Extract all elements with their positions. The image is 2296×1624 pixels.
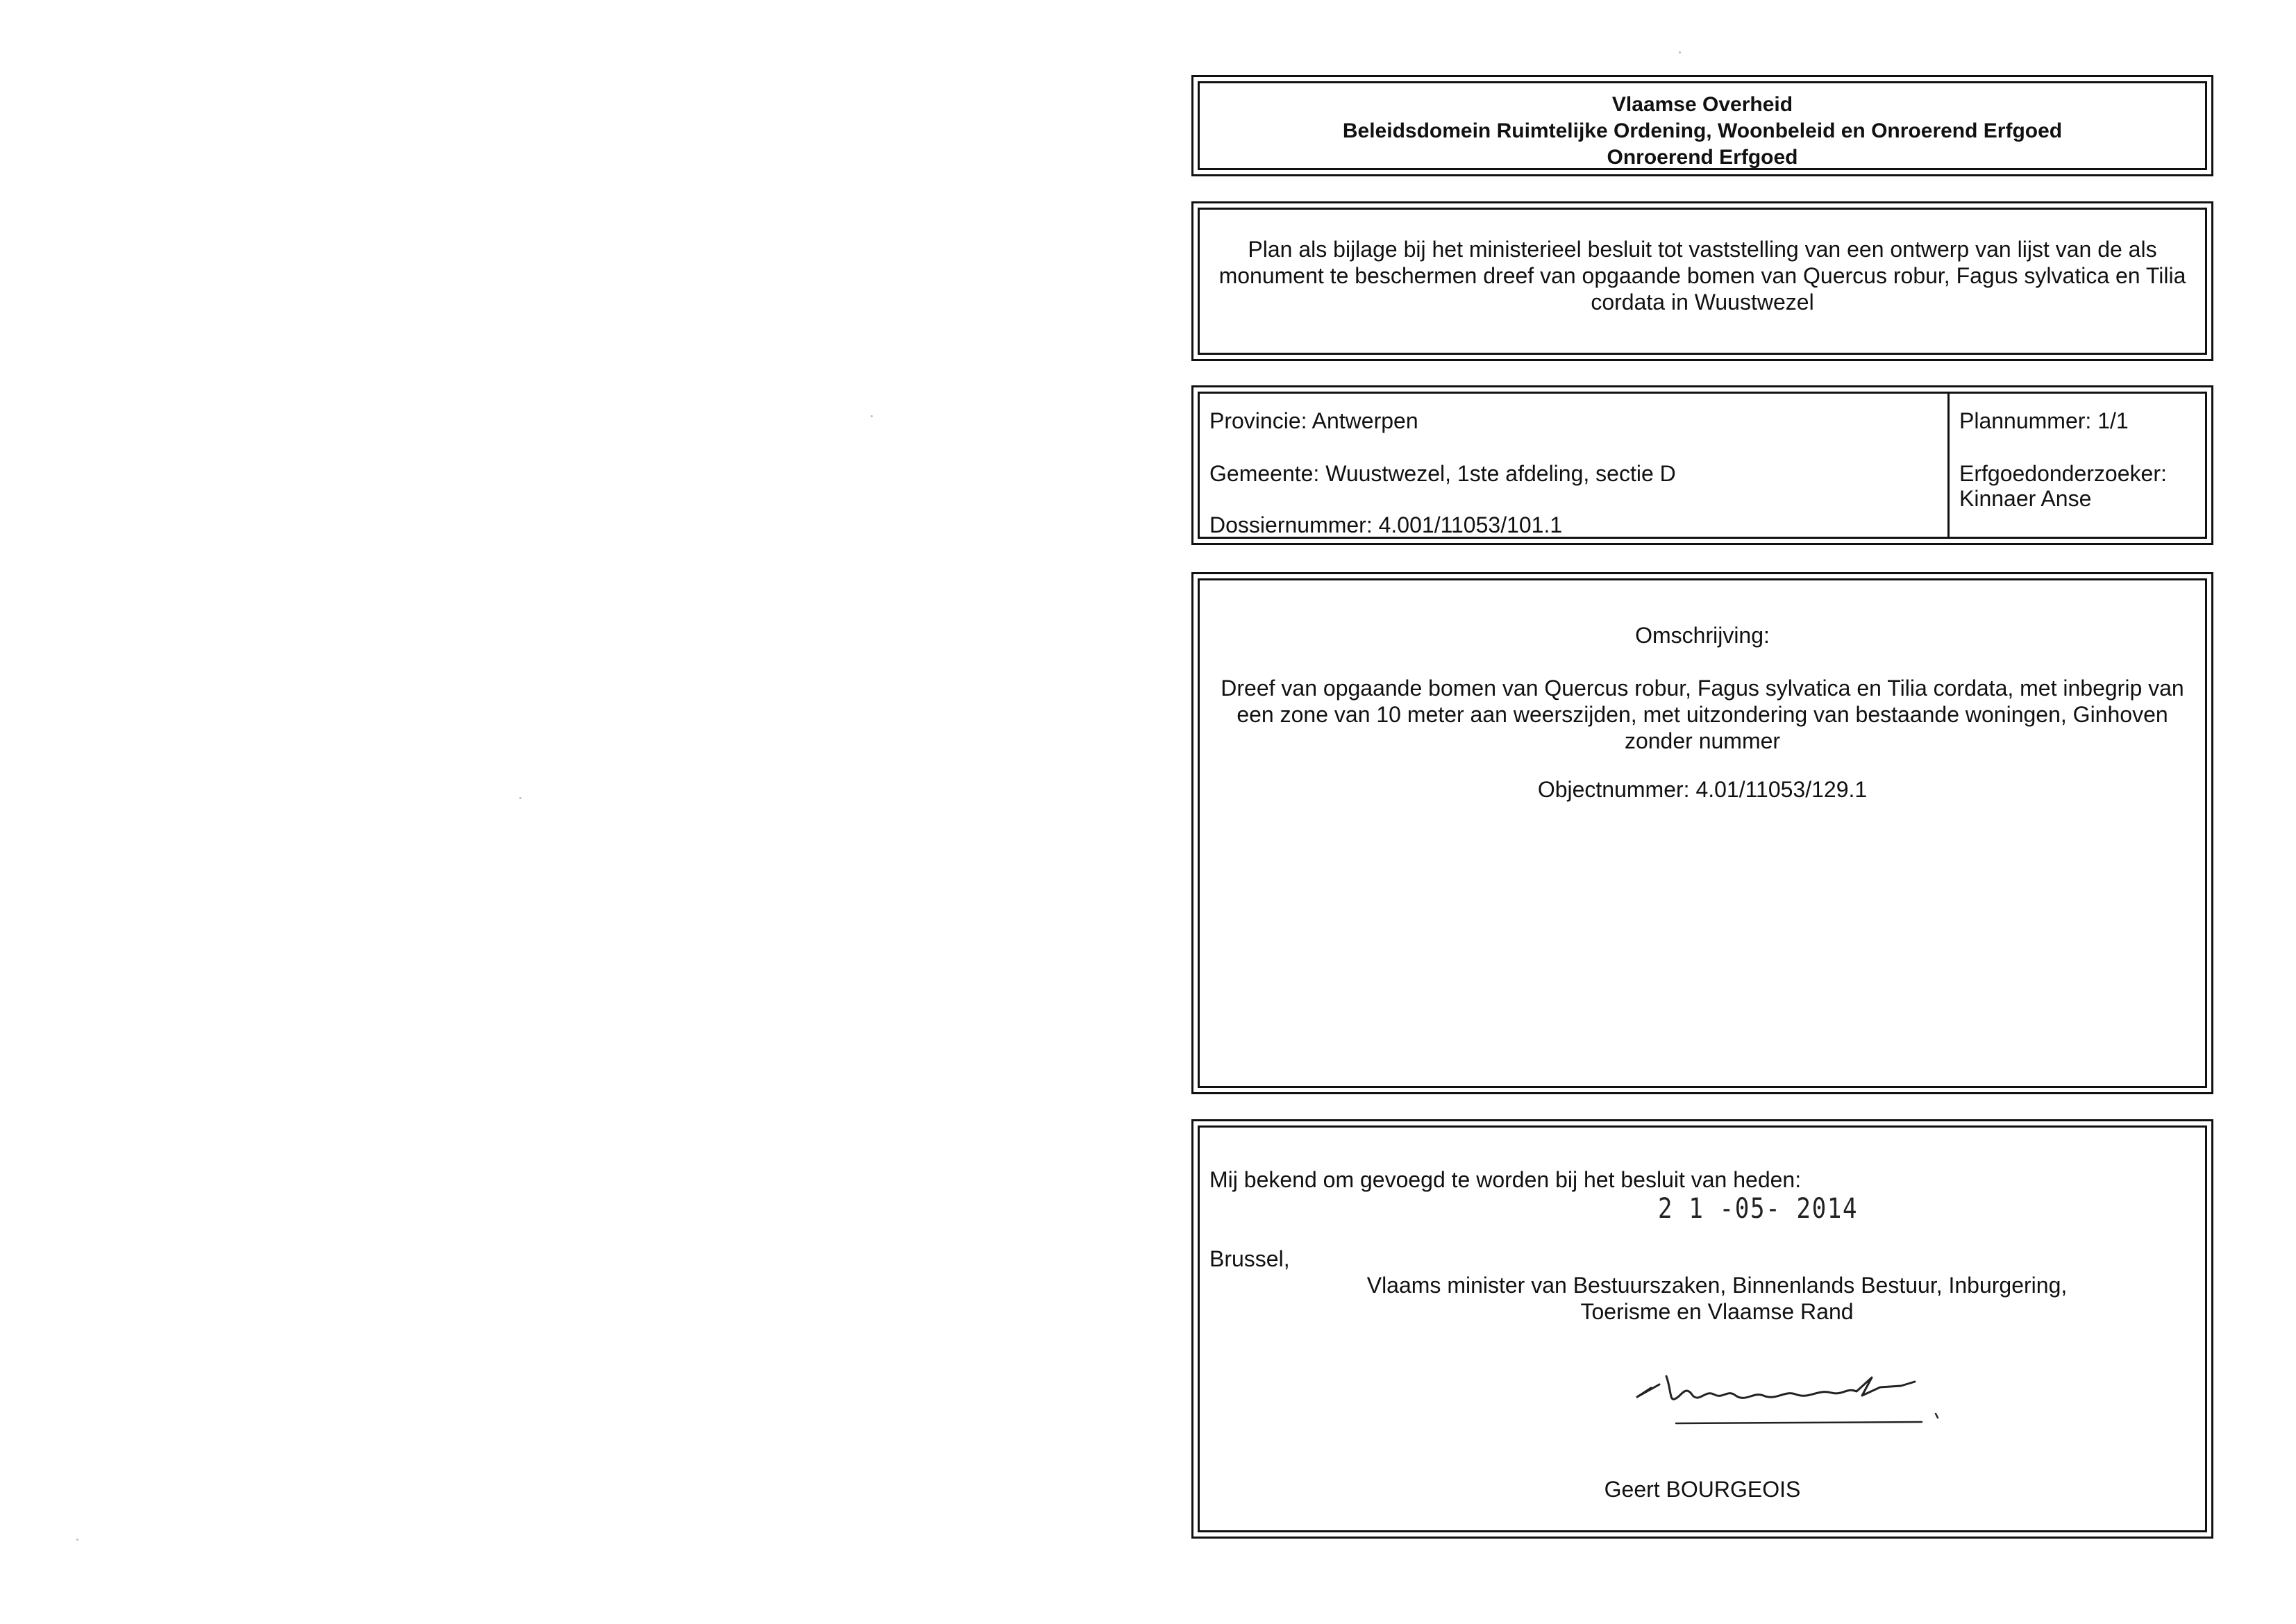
info-right-column — [1950, 394, 2205, 537]
objectnummer: Objectnummer: 4.01/11053/129.1 — [1537, 777, 1868, 802]
plannummer: Plannummer: 1/1 — [1959, 408, 2129, 433]
scan-speck — [76, 1539, 78, 1541]
erfgoedonderzoeker-label: Erfgoedonderzoeker: — [1959, 461, 2167, 486]
erfgoedonderzoeker-name: Kinnaer Anse — [1959, 486, 2092, 511]
description-box — [1191, 572, 2213, 1094]
info-box — [1191, 385, 2213, 545]
plan-title-box — [1191, 201, 2213, 361]
info-left-column — [1200, 394, 1950, 537]
approval-statement: Mij bekend om gevoegd te worden bij het besluit van heden: — [1209, 1167, 1802, 1192]
dossiernummer: Dossiernummer: 4.001/11053/101.1 — [1209, 512, 1563, 537]
signatory-name: Geert BOURGEOIS — [1604, 1477, 1801, 1502]
approval-box — [1191, 1119, 2213, 1539]
header-line-2: Beleidsdomein Ruimtelijke Ordening, Woonbeleid en Onroerend Erfgoed — [1342, 119, 2063, 142]
header-line-3: Onroerend Erfgoed — [1607, 146, 1798, 169]
plan-title: Plan als bijlage bij het ministerieel besluit tot vaststelling van een ontwerp van lijst van de als monument te beschermen dreef van opgaande bomen van Quercus robur, Fagus sylvatica en Tilia cordata in Wuustwezel — [1218, 237, 2186, 315]
scan-speck — [1679, 51, 1681, 53]
gemeente: Gemeente: Wuustwezel, 1ste afdeling, sectie D — [1209, 461, 1676, 486]
date-stamp: 2 1 -05- 2014 — [1658, 1193, 1859, 1225]
header-box — [1191, 75, 2213, 176]
scan-speck — [519, 797, 521, 799]
provincie: Provincie: Antwerpen — [1209, 408, 1418, 433]
minister-title: Vlaams minister van Bestuurszaken, Binnenlands Bestuur, Inburgering, Toerisme en Vlaamse Rand — [1366, 1273, 2068, 1324]
description-text: Dreef van opgaande bomen van Quercus robur, Fagus sylvatica en Tilia cordata, met inbegrip van een zone van 10 meter aan weerszijden, met uitzondering van bestaande woningen, Ginhoven zonder nummer — [1221, 676, 2184, 753]
description-heading: Omschrijving: — [1635, 623, 1770, 648]
header-line-1: Vlaamse Overheid — [1611, 93, 1793, 116]
scan-speck — [871, 415, 873, 417]
signature-icon — [1630, 1336, 1991, 1426]
place: Brussel, — [1209, 1246, 1290, 1271]
